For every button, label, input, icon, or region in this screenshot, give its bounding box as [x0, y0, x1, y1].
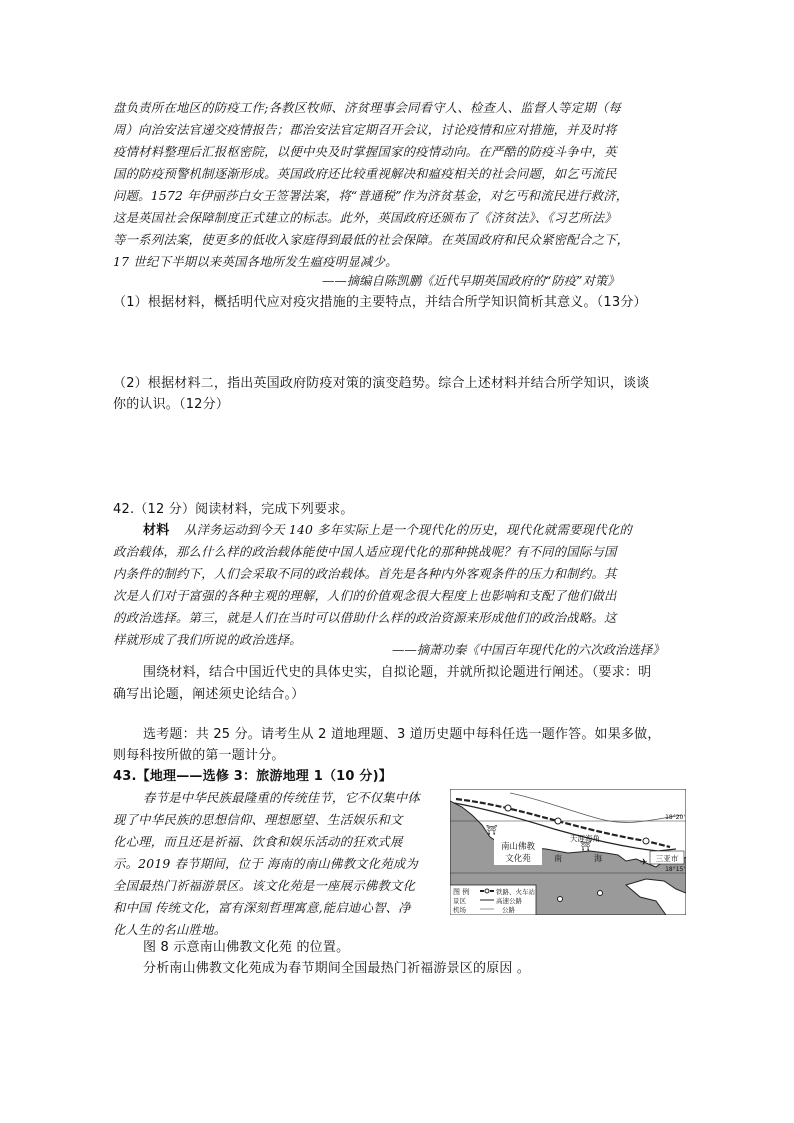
- text-line: 化人生的名山胜地。: [113, 922, 227, 937]
- text-line: 等一系列法案，使更多的低收入家庭得到最低的社会保障。在英国政府和民众紧密配合之下，: [113, 232, 630, 247]
- island-shape: [598, 891, 603, 896]
- text-line: 政治载体，那么什么样的政治载体能使中国人适应现代化的那种挑战呢？有不同的国际与国: [113, 544, 617, 559]
- text-line: 内条件的制约下，人们会采取不同的政治载体。首先是各种内外客观条件的压力和制约。其: [113, 566, 617, 581]
- legend-rail-label: 铁路、火车站: [496, 888, 535, 896]
- text-line: 样就形成了我们所说的政治选择。: [113, 632, 302, 647]
- text-line: 这是英国社会保障制度正式建立的标志。此外，英国政府还颁布了《济贫法》、《习艺所法》: [113, 210, 617, 225]
- text-line: 国的防疫预警机制逐渐形成。英国政府还比较重视解决和瘟疫相关的社会问题，如乞丐流民: [113, 166, 617, 181]
- text-line: 次是人们对于富强的各种主观的理解，人们的价值观念很大程度上也影响和支配了他们做出: [113, 588, 617, 603]
- text-line: 从洋务运动到今天 140 多年实际上是一个现代化的历史，现代化就需要现代化的: [184, 522, 633, 537]
- text-line: 盘负责所在地区的防疫工作;各教区牧师、济贫理事会同看守人、检查人、监督人等定期（每: [113, 100, 621, 115]
- text-line: 全国最热门祈福游景区。该文化苑是一座展示佛教文化: [113, 878, 416, 893]
- station-icon: [505, 805, 511, 811]
- legend-highway-label: 高速公路: [496, 897, 522, 905]
- text-line: 疫情材料整理后汇报枢密院，以便中央及时掌握国家的疫情动向。在严酷的防疫斗争中，英: [113, 144, 617, 159]
- latitude-label: 18°20': [665, 814, 685, 821]
- sea-label: 南: [554, 854, 562, 863]
- question-43-heading: 43.【地理——选修 3：旅游地理 1（10 分)】: [113, 769, 392, 784]
- text-line: 的政治选择。第三，就是人们在当时可以借助什么样的政治资源来形成他们的政治战略。这: [113, 610, 617, 625]
- station-icon: [555, 818, 561, 824]
- scenic-icon: ⛩: [486, 826, 498, 836]
- text-line: 现了中华民族的思想信仰、理想愿望、生活娱乐和文: [113, 812, 403, 827]
- material-source: ——摘萧功秦《中国百年现代化的六次政治选择》: [392, 642, 665, 657]
- task-line: 围绕材料，结合中国近代史的具体史实，自拟论题，并就所拟论题进行阐述。（要求：明: [143, 665, 652, 680]
- task-line: 确写出论题，阐述须史论结合。）: [113, 687, 305, 702]
- figure-caption: 图 8 示意南山佛教文化苑 的位置。: [143, 940, 350, 955]
- material-source: ——摘编自陈凯鹏《近代早期英国政府的“防疫”对策》: [322, 273, 620, 288]
- sanya-label: 三亚市: [655, 854, 679, 863]
- question-43-task: 分析南山佛教文化苑成为春节期间全国最热门祈福游景区的原因 。: [143, 961, 531, 976]
- elective-line: 选考题：共 25 分。请考生从 2 道地理题、3 道历史题中每科任选一题作答。如果多做，: [143, 727, 661, 742]
- station-icon: [643, 838, 649, 844]
- nanshan-label: 南山佛教: [500, 842, 536, 852]
- tianya-label: 天涯海角: [570, 834, 600, 843]
- text-line: 周）向治安法官递交疫情报告；郡治安法官定期召开会议，讨论疫情和应对措施，并及时将: [113, 122, 617, 137]
- question-2-line: 你的认识。（12分）: [113, 397, 230, 412]
- island-shape: [558, 897, 563, 902]
- text-line: 17 世纪下半期以来英国各地所发生瘟疫明显减少。: [113, 254, 398, 269]
- scenic-icon: ⛩: [580, 842, 592, 852]
- material-label: 材料: [143, 523, 170, 538]
- sea-label: 海: [594, 854, 602, 863]
- airport-icon: ✈: [640, 858, 648, 868]
- legend-title: 图 例: [453, 888, 470, 896]
- elective-line: 则每科按所做的第一题计分。: [113, 748, 285, 763]
- text-line: 春节是中华民族最隆重的传统佳节，它不仅集中体: [143, 790, 420, 805]
- nanshan-location-map: [450, 789, 686, 915]
- text-line: 和中国 传统文化，富有深刻哲理寓意,能启迪心智、净: [113, 900, 411, 915]
- legend-airport-label: 机场: [453, 906, 466, 914]
- question-2-line: （2）根据材料二，指出英国政府防疫对策的演变趋势。综合上述材料并结合所学知识，谈谈: [113, 376, 650, 391]
- legend-road-label: 公路: [502, 906, 515, 914]
- latitude-label: 18°15': [665, 866, 685, 873]
- text-line: 化心理，而且还是祈福、饮食和娱乐活动的狂欢式展: [113, 834, 403, 849]
- text-line: 问题。1572 年伊丽莎白女王签署法案，将“普通税”作为济贫基金，对乞丐和流民进行救济，: [113, 188, 629, 203]
- legend-scenic-label: 景区: [453, 897, 466, 905]
- question-42-heading: 42.（12 分）阅读材料，完成下列要求。: [113, 502, 354, 517]
- nanshan-label: 文化苑: [505, 854, 531, 864]
- question-1: （1）根据材料，概括明代应对疫灾措施的主要特点，并结合所学知识简析其意义。（13分）: [113, 295, 647, 310]
- text-line: 示。2019 春节期间，位于 海南的南山佛教文化苑成为: [113, 856, 419, 871]
- legend-station-symbol: [485, 889, 489, 893]
